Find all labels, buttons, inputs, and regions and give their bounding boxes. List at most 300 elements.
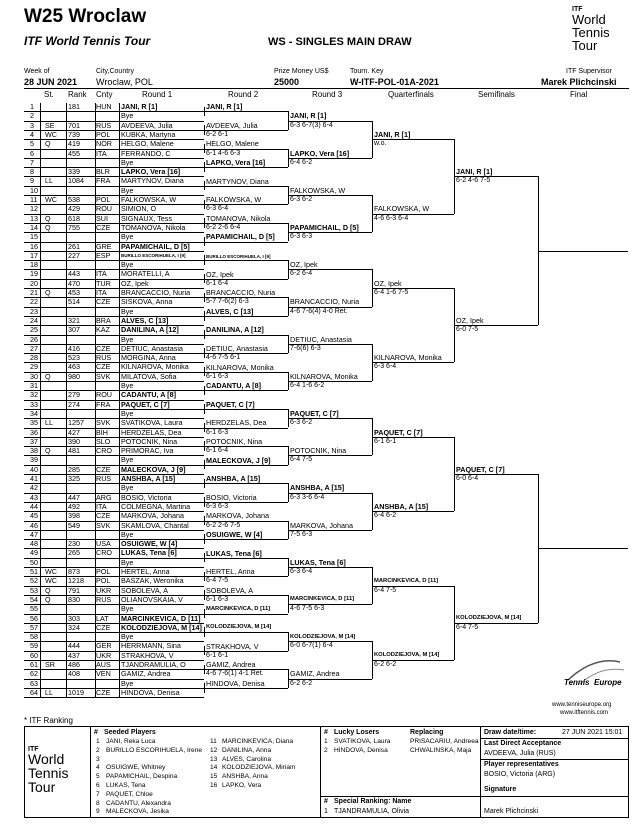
round2-winner[interactable]: GAMIZ, Andrea <box>206 660 256 670</box>
round3-score: 6-4 7-5 <box>290 456 313 464</box>
round1-player[interactable]: KOLODZIEJOVA, M [14] <box>121 622 202 632</box>
round1-player[interactable]: ALVES, C [13] <box>121 315 169 325</box>
seed-name: OSUIGWE, Whitney <box>106 764 166 772</box>
draw-number: 46 <box>30 520 38 530</box>
round2-winner[interactable]: PAQUET, C [7] <box>206 399 255 409</box>
semifinal-winner[interactable]: OZ, Ipek <box>456 316 484 325</box>
round2-winner[interactable]: STRAKHOVA, V <box>206 641 259 651</box>
quarterfinal-winner[interactable]: KOLODZIEJOVA, M [14] <box>374 652 440 659</box>
seed-number: 9 <box>96 808 100 816</box>
round1-player[interactable]: OLIANOVSKAIA, V <box>121 594 183 604</box>
round3-winner[interactable]: BRANCACCIO, Nuria <box>290 297 360 307</box>
round1-player[interactable]: SKAMLOVA, Chantal <box>121 520 189 530</box>
draw-number: 17 <box>30 250 38 260</box>
round2-score: 4-6 7-6(1) 4-1 Ret. <box>206 670 264 678</box>
round1-player[interactable]: PRIMORAC, Iva <box>121 446 174 456</box>
draw-number: 4 <box>30 129 34 139</box>
round2-winner[interactable]: BOSIO, Victoria <box>206 492 257 502</box>
tour-subtitle: ITF World Tennis Tour <box>24 34 151 48</box>
round1-player[interactable]: BRANCACCIO, Nuria <box>121 288 191 297</box>
country: ROU <box>96 204 112 214</box>
round1-player[interactable]: PAPAMICHAIL, D [5] <box>121 241 190 251</box>
lucky-name: SVATIKOVA, Laura <box>334 738 391 745</box>
quarterfinal-winner[interactable]: ANSHBA, A [15] <box>374 502 429 511</box>
seeds-hash: # <box>94 729 98 736</box>
semifinal-winner[interactable]: KOLODZIEJOVA, M [14] <box>456 615 522 621</box>
entry-status: SE <box>45 120 55 130</box>
quarterfinal-score: 6-4 1-6 7-5 <box>374 289 409 296</box>
round1-player[interactable]: FERRANDO, C <box>121 148 171 158</box>
round1-player[interactable]: Bye <box>121 483 134 493</box>
country: SVK <box>96 371 111 381</box>
draw-date-label: Draw date/time: <box>484 729 537 736</box>
round2-winner[interactable]: ALVES, C [13] <box>206 306 254 316</box>
draw-number: 25 <box>30 325 38 335</box>
seed-number: 7 <box>96 790 100 798</box>
seed-number: 4 <box>96 764 100 772</box>
round1-player[interactable]: SISKOVA, Anna <box>121 297 173 307</box>
draw-number: 20 <box>30 278 38 288</box>
round3-winner[interactable]: POTOCNIK, Nina <box>290 446 347 456</box>
draw-number: 51 <box>30 567 38 576</box>
seed-name: KOLODZIEJOVA, Miriam <box>222 764 296 772</box>
round1-player[interactable]: FALKOWSKA, W <box>121 195 177 204</box>
round3-winner[interactable]: KOLODZIEJOVA, M [14] <box>290 633 356 640</box>
draw-number: 8 <box>30 167 34 177</box>
round2-winner[interactable]: CADANTU, A [8] <box>206 381 261 391</box>
rank: 390 <box>68 436 80 446</box>
round3-score: 7-5 6-3 <box>290 530 313 538</box>
rank: 419 <box>68 139 80 149</box>
round2-winner[interactable]: LUKAS, Tena [6] <box>206 548 262 558</box>
country: POL <box>96 129 111 139</box>
country: CZE <box>96 622 111 632</box>
round1-player[interactable]: HERTEL, Anna <box>121 567 170 576</box>
round1-player[interactable]: OZ, Ipek <box>121 278 149 288</box>
semifinal-winner[interactable]: PAQUET, C [7] <box>456 464 505 474</box>
country: ARG <box>96 492 112 502</box>
rank: 307 <box>68 325 80 335</box>
round2-winner[interactable]: ANSHBA, A [15] <box>206 474 261 484</box>
draw-number: 56 <box>30 613 38 623</box>
rank: 429 <box>68 204 80 214</box>
draw-number: 41 <box>30 474 38 483</box>
round2-winner[interactable]: TOMANOVA, Nikola <box>206 213 271 223</box>
round1-player[interactable]: CADANTU, A [8] <box>121 390 176 400</box>
round1-player[interactable]: JANI, R [1] <box>121 102 158 111</box>
rank: 181 <box>68 102 80 111</box>
round2-winner[interactable]: HELGO, Malene <box>206 139 259 149</box>
round1-player[interactable]: KILNAROVA, Monika <box>121 362 189 372</box>
round1-player[interactable]: MARTYNOV, Diana <box>121 176 184 186</box>
draw-number: 1 <box>30 102 34 111</box>
draw-number: 42 <box>30 483 38 493</box>
round1-player[interactable]: MORGINA, Anna <box>121 353 176 363</box>
week-value: 28 JUN 2021 <box>24 77 78 87</box>
round1-player[interactable]: Bye <box>121 260 134 270</box>
round1-player[interactable]: Bye <box>121 529 134 539</box>
draw-number: 9 <box>30 176 34 186</box>
round1-player[interactable]: MALECKOVA, J [9] <box>121 464 186 474</box>
rank: 398 <box>68 511 80 521</box>
draw-number: 34 <box>30 408 38 418</box>
round1-player[interactable]: MARKOVA, Johana <box>121 511 184 521</box>
draw-number: 15 <box>30 232 38 242</box>
round1-player[interactable]: Bye <box>121 111 134 121</box>
rank: 830 <box>68 594 80 604</box>
round2-winner[interactable]: DANILINA, A [12] <box>206 325 264 335</box>
draw-number: 35 <box>30 418 38 428</box>
col-sf: Semifinals <box>478 90 515 99</box>
country: GER <box>96 641 112 651</box>
seed-number: 15 <box>210 773 218 781</box>
round3-winner[interactable]: PAQUET, C [7] <box>290 409 339 418</box>
round3-winner[interactable]: LAPKO, Vera [16] <box>290 148 350 158</box>
country: CZE <box>96 464 111 474</box>
semifinal-winner[interactable]: JANI, R [1] <box>456 167 493 177</box>
draw-number: 13 <box>30 213 38 223</box>
rank: 1257 <box>68 418 84 428</box>
round1-player[interactable]: KUBKA, Martyna <box>121 129 176 139</box>
round1-player[interactable]: GAMIZ, Andrea <box>121 669 171 679</box>
round2-winner[interactable]: LAPKO, Vera [16] <box>206 157 266 167</box>
url-itftennis[interactable]: www.itftennis.com <box>560 710 609 716</box>
draw-number: 38 <box>30 446 38 456</box>
round3-score: 4-6 7-6(4) 4-0 Ret. <box>290 307 348 315</box>
round1-player[interactable]: AVDEEVA, Julia <box>121 120 173 130</box>
round2-winner[interactable]: FALKOWSKA, W <box>206 195 262 205</box>
rank: 486 <box>68 660 80 669</box>
round3-winner[interactable]: ANSHBA, A [15] <box>290 483 345 493</box>
round2-score: 6-1 6-3 <box>206 372 229 380</box>
round3-winner[interactable]: FALKOWSKA, W <box>290 185 346 195</box>
draw-number: 53 <box>30 585 38 595</box>
country: POL <box>96 576 111 586</box>
draw-number: 43 <box>30 492 38 502</box>
round3-score: 6-4 1-6 6-2 <box>290 382 325 389</box>
draw-number: 27 <box>30 343 38 353</box>
rank: 618 <box>68 213 80 223</box>
round2-winner[interactable]: POTOCNIK, Nina <box>206 436 263 446</box>
round2-winner[interactable]: BRANCACCIO, Nuria <box>206 288 276 298</box>
rank: 303 <box>68 613 80 623</box>
country: AUS <box>96 660 111 669</box>
round2-score: 6-1 6-4 <box>206 447 229 455</box>
country: CZE <box>96 687 111 697</box>
round1-player[interactable]: POTOCNIK, Nina <box>121 436 178 446</box>
semifinal-score: 6-0 7-5 <box>456 326 479 334</box>
round1-player[interactable]: DETIUC, Anastasia <box>121 343 183 353</box>
rank: 1019 <box>68 687 84 697</box>
draw-number: 14 <box>30 222 38 232</box>
entry-status: WC <box>45 576 57 586</box>
round2-winner[interactable]: BURILLO ESCORIHUELA, I [9] <box>206 253 271 259</box>
round1-player[interactable]: SIGNAUX, Tess <box>121 213 172 223</box>
rank: 261 <box>68 241 80 251</box>
rank: 321 <box>68 315 80 325</box>
round1-player[interactable]: HERRMANN, Sina <box>121 641 181 651</box>
rank: 453 <box>68 288 80 297</box>
seed-name: JANI, Reka Luca <box>106 738 156 745</box>
rank: 325 <box>68 474 80 483</box>
seed-number: 1 <box>96 738 100 745</box>
draw-number: 55 <box>30 604 38 614</box>
round3-score: 6-3 6-3 <box>290 233 313 241</box>
round3-score: 6-3 6-2 <box>290 196 313 203</box>
country: ITA <box>96 501 107 511</box>
round1-player[interactable]: HERDZELAS, Dea <box>121 427 182 437</box>
round2-winner[interactable]: DETIUC, Anastasia <box>206 343 268 353</box>
round1-player[interactable]: OSUIGWE, W [4] <box>121 539 178 549</box>
rank: 1084 <box>68 176 84 186</box>
col-final: Final <box>570 90 588 99</box>
country: ITA <box>96 288 107 297</box>
semifinal-score: 6-2 4-6 7-5 <box>456 177 491 185</box>
last-direct-value: AVDEEVA, Julia (RUS) <box>484 750 556 757</box>
round1-player[interactable]: BOSIO, Victoria <box>121 492 172 502</box>
seed-name: LUKAS, Tena <box>106 782 146 789</box>
rank: 416 <box>68 343 80 353</box>
round2-winner[interactable]: KOLODZIEJOVA, M [14] <box>206 624 272 631</box>
draw-number: 7 <box>30 157 34 167</box>
quarterfinal-winner[interactable]: MARCINKEVICA, D [11] <box>374 577 439 584</box>
round1-player[interactable]: TOMANOVA, Nikola <box>121 222 186 232</box>
round1-player[interactable]: ANSHBA, A [15] <box>121 474 176 483</box>
round1-player[interactable]: SVATIKOVA, Laura <box>121 418 183 428</box>
round1-player[interactable]: TJANDRAMULIA, O <box>121 660 186 669</box>
draw-number: 11 <box>30 195 38 204</box>
url-tenniseurope[interactable]: www.tenniseurope.org <box>552 702 612 708</box>
round1-player[interactable]: Bye <box>121 557 134 567</box>
seed-number: 6 <box>96 782 100 789</box>
round2-score: 6-3 6-3 <box>206 502 229 510</box>
round2-score: 6-2 2-6 7-5 <box>206 521 241 529</box>
country: VEN <box>96 669 111 679</box>
country: CRO <box>96 548 112 558</box>
round2-winner[interactable]: KILNAROVA, Monika <box>206 362 274 372</box>
entry-status: WC <box>45 567 57 576</box>
country: SVK <box>96 418 111 428</box>
quarterfinal-winner[interactable]: PAQUET, C [7] <box>374 427 423 437</box>
seed-number: 12 <box>210 746 218 754</box>
round2-winner[interactable]: SOBOLEVA, A <box>206 585 254 595</box>
quarterfinal-winner[interactable]: KILNAROVA, Monika <box>374 353 442 363</box>
seed-number: 14 <box>210 764 218 772</box>
country: KAZ <box>96 325 110 335</box>
rank: 514 <box>68 297 80 307</box>
round3-winner[interactable]: MARCINKEVICA, D [11] <box>290 596 355 603</box>
round1-player[interactable]: Bye <box>121 678 134 688</box>
round2-winner[interactable]: JANI, R [1] <box>206 102 243 112</box>
rank: 481 <box>68 446 80 456</box>
round1-player[interactable]: LAPKO, Vera [16] <box>121 167 181 177</box>
round2-winner[interactable]: HERDZELAS, Dea <box>206 418 267 428</box>
round3-score: 6-3 6-4 <box>290 568 313 575</box>
round1-player[interactable]: BASZAK, Weronika <box>121 576 184 586</box>
lucky-number: 2 <box>324 746 328 754</box>
quarterfinal-winner[interactable]: OZ, Ipek <box>374 278 402 288</box>
rank: 444 <box>68 641 80 651</box>
round2-winner[interactable]: HINDOVA, Denisa <box>206 678 265 688</box>
draw-number: 39 <box>30 455 38 465</box>
draw-number: 57 <box>30 622 38 632</box>
round1-player[interactable]: COLMEGNA, Martina <box>121 501 191 511</box>
seeds-title: Seeded Players <box>104 729 156 736</box>
rank: 492 <box>68 501 80 511</box>
seed-name: LAPKO, Vera <box>222 782 262 789</box>
round2-winner[interactable]: MARCINKEVICA, D [11] <box>206 605 271 612</box>
rank: 980 <box>68 371 80 381</box>
signature-label: Signature <box>484 786 517 793</box>
col-qf: Quarterfinals <box>388 90 434 99</box>
round3-winner[interactable]: PAPAMICHAIL, D [5] <box>290 223 359 232</box>
country: ITA <box>96 148 107 158</box>
seed-number: 5 <box>96 773 100 781</box>
quarterfinal-score: 6-4 7-5 <box>374 586 397 594</box>
round1-player[interactable]: Bye <box>121 306 134 316</box>
semifinal-score: 6-4 7-5 <box>456 623 479 631</box>
draw-number: 40 <box>30 464 38 474</box>
round1-player[interactable]: Bye <box>121 185 134 195</box>
round3-winner[interactable]: LUKAS, Tena [6] <box>290 557 346 567</box>
draw-number: 45 <box>30 511 38 521</box>
round1-player[interactable]: Bye <box>121 232 134 242</box>
round1-player[interactable]: PAQUET, C [7] <box>121 399 170 409</box>
round3-score: 6-4 6-2 <box>290 158 313 166</box>
round1-player[interactable]: MARCINKEVICA, D [11] <box>121 613 201 623</box>
country: ESP <box>96 250 111 260</box>
quarterfinal-score: 6-1 6-1 <box>374 437 397 445</box>
seed-name: PAPAMICHAIL, Despina <box>106 773 178 781</box>
draw-number: 28 <box>30 353 38 363</box>
prize-value: 25000 <box>274 77 300 87</box>
entry-status: WC <box>45 129 57 139</box>
round1-player[interactable]: SIMION, O <box>121 204 157 214</box>
country: CZE <box>96 343 111 353</box>
special-num: 1 <box>324 808 328 815</box>
lucky-hash: # <box>324 729 328 736</box>
draw-number: 62 <box>30 669 38 679</box>
draw-name: WS - SINGLES MAIN DRAW <box>268 36 412 48</box>
footer-itf-logo: ITF World Tennis Tour <box>28 746 69 795</box>
draw-number: 44 <box>30 501 38 511</box>
round1-player[interactable]: Bye <box>121 334 134 344</box>
country: BLR <box>96 167 110 177</box>
round1-player[interactable]: Bye <box>121 604 134 614</box>
key-value: W-ITF-POL-01A-2021 <box>350 77 439 87</box>
seed-name: CADANTU, Alexandra <box>106 799 171 807</box>
round3-winner[interactable]: OZ, Ipek <box>290 260 318 270</box>
country: FRA <box>96 176 111 186</box>
entry-status: Q <box>45 371 51 381</box>
round1-player[interactable]: Bye <box>121 408 134 418</box>
round1-player[interactable]: HINDOVA, Denisa <box>121 687 180 697</box>
country: ITA <box>96 269 107 279</box>
round3-winner[interactable]: GAMIZ, Andrea <box>290 669 340 679</box>
round1-player[interactable]: BURILLO ESCORIHUELA, I [9] <box>121 252 186 258</box>
seed-name: PAQUET, Chloe <box>106 790 153 798</box>
rank: 324 <box>68 622 80 632</box>
round2-score: 5-7 7-6(2) 6-3 <box>206 298 249 306</box>
entry-status: Q <box>45 222 51 232</box>
round2-winner[interactable]: MARKOVA, Johana <box>206 511 269 521</box>
round2-score: 4-6 7-5 6-1 <box>206 354 241 362</box>
round2-score: 6-1 6-3 <box>206 428 229 436</box>
country: POL <box>96 195 111 204</box>
round1-player[interactable]: HELGO, Malene <box>121 139 174 149</box>
entry-status: SR <box>45 660 55 669</box>
round2-winner[interactable]: HERTEL, Anna <box>206 567 255 577</box>
draw-number: 47 <box>30 529 38 539</box>
country: UKR <box>96 585 112 595</box>
round3-winner[interactable]: MARKOVA, Johana <box>290 520 353 530</box>
rank: 549 <box>68 520 80 530</box>
draw-number: 63 <box>30 678 38 688</box>
rank: 873 <box>68 567 80 576</box>
round1-player[interactable]: DANILINA, A [12] <box>121 325 179 335</box>
round3-winner[interactable]: KILNAROVA, Monika <box>290 371 358 381</box>
country: CZE <box>96 511 111 521</box>
round2-score: 6-1 6-4 <box>206 279 229 287</box>
draw-number: 49 <box>30 548 38 558</box>
round1-player[interactable]: Bye <box>121 157 134 167</box>
entry-status: LL <box>45 687 53 697</box>
round3-winner[interactable]: JANI, R [1] <box>290 111 327 121</box>
round1-player[interactable]: MORATELLI, A <box>121 269 170 279</box>
country: POL <box>96 567 111 576</box>
round2-winner[interactable]: MARTYNOV, Diana <box>206 176 269 186</box>
rank: 443 <box>68 269 80 279</box>
quarterfinal-winner[interactable]: JANI, R [1] <box>374 130 411 139</box>
round1-player[interactable]: STRAKHOVA, V <box>121 650 174 660</box>
supervisor-value: Marek Plichcinski <box>541 77 617 87</box>
seed-name: ANSHBA, Anna <box>222 773 268 781</box>
replacing-title: Replacing <box>410 729 444 736</box>
country: NOR <box>96 139 112 149</box>
round2-winner[interactable]: OSUIGWE, W [4] <box>206 529 263 539</box>
round1-player[interactable]: LUKAS, Tena [6] <box>121 548 177 558</box>
draw-number: 31 <box>30 381 38 390</box>
round2-winner[interactable]: PAPAMICHAIL, D [5] <box>206 232 275 242</box>
round2-score: 6-2 6-1 <box>206 130 229 138</box>
round3-score: 6-0 6-7(1) 6-4 <box>290 642 333 650</box>
semifinal-score: 6-0 6-4 <box>456 475 479 482</box>
quarterfinal-winner[interactable]: FALKOWSKA, W <box>374 204 430 214</box>
draw-number: 24 <box>30 315 38 325</box>
quarterfinal-score: w.o. <box>374 140 387 148</box>
round2-winner[interactable]: OZ, Ipek <box>206 269 234 279</box>
replacing-name: CHWALINSKA, Maja <box>410 746 472 754</box>
rank: 265 <box>68 548 80 558</box>
seed-name: MARCINKEVICA, Diana <box>222 738 294 745</box>
entry-status: LL <box>45 176 53 186</box>
round3-winner[interactable]: DETIUC, Anastasia <box>290 334 352 344</box>
entry-status: Q <box>45 213 51 223</box>
country: RUS <box>96 353 112 363</box>
round1-player[interactable]: Bye <box>121 455 134 465</box>
country: CRO <box>96 446 112 456</box>
entry-status: WC <box>45 195 57 204</box>
round2-winner[interactable]: AVDEEVA, Julia <box>206 120 258 130</box>
country: UKR <box>96 650 112 660</box>
draw-number: 23 <box>30 306 38 316</box>
round1-player[interactable]: Bye <box>121 381 134 390</box>
round2-winner[interactable]: MALECKOVA, J [9] <box>206 455 271 465</box>
round1-player[interactable]: Bye <box>121 632 134 642</box>
rank: 339 <box>68 167 80 177</box>
round1-player[interactable]: MILATOVA, Sofia <box>121 371 177 381</box>
round1-player[interactable]: SOBOLEVA, A <box>121 585 169 595</box>
